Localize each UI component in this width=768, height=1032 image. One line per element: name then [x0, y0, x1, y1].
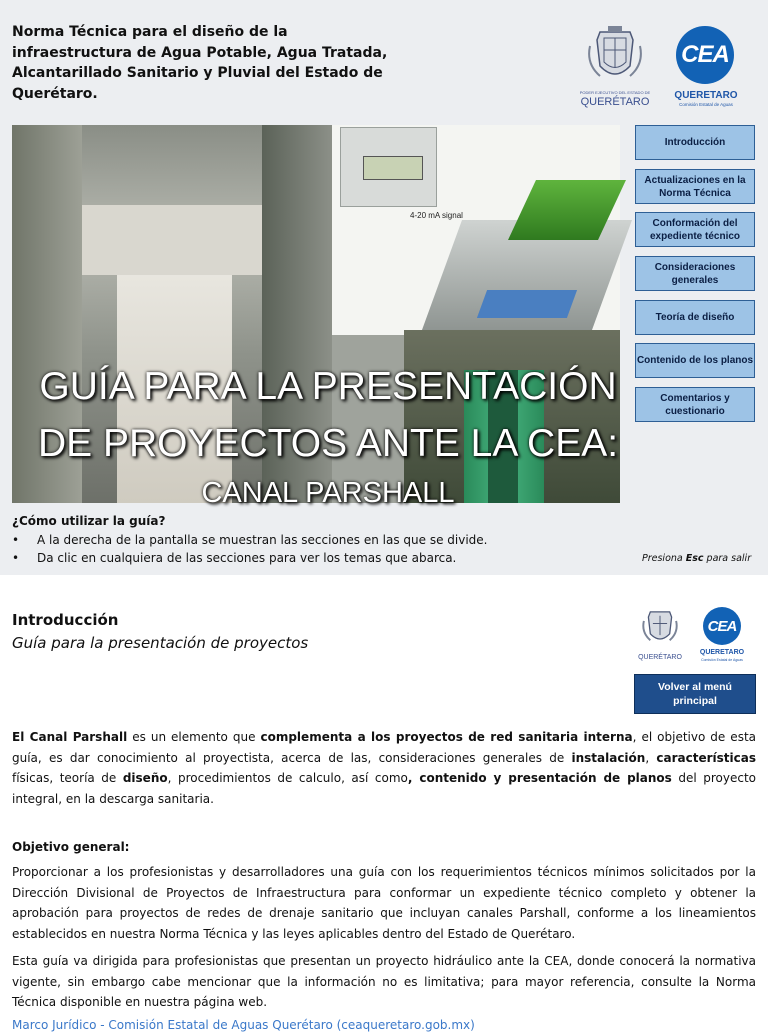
section-subtitle: Guía para la presentación de proyectos [12, 634, 309, 652]
guide-title-line3: CANAL PARSHALL [201, 477, 455, 509]
slide-introduccion [0, 575, 768, 1032]
exit-hint: Presiona Esc para salir [642, 553, 752, 564]
howto-item: • A la derecha de la pantalla se muestran las secciones en las que se divide. [12, 531, 487, 549]
intro-segment: es un elemento que [127, 730, 261, 744]
queretaro-state-logo [578, 26, 652, 112]
howto-heading: ¿Cómo utilizar la guía? [12, 514, 166, 528]
intro-segment: características [656, 750, 756, 765]
howto-list [12, 531, 487, 567]
nav-expediente-button[interactable]: Conformación del expediente técnico [635, 212, 755, 247]
howto-item: • Da clic en cualquiera de las secciones para ver los temas que abarca. [12, 549, 487, 567]
flow-meter-icon [340, 127, 437, 207]
guide-title-line1: GUÍA PARA LA PRESENTACIÓN [39, 365, 617, 408]
intro-segment: , contenido y presentación de planos [407, 771, 672, 785]
intro-segment: , [645, 750, 657, 765]
intro-segment: , el objetivo de esta guía, es dar conocimiento al proyectista, acerca de las, consideraciones generales de [12, 730, 757, 765]
cea-logo-subtitle: QUERETARO [674, 90, 738, 101]
state-name: QUERÉTARO [580, 96, 650, 108]
cea-logo-subtitle: QUERETARO [699, 649, 745, 656]
intro-segment: , procedimientos de calculo, así como [167, 771, 408, 785]
nav-comentarios-button[interactable]: Comentarios y cuestionario [635, 387, 755, 422]
state-name: QUERÉTARO [638, 654, 682, 661]
intro-paragraph [12, 727, 756, 809]
intro-segment: complementa a los proyectos de red sanitaria interna [260, 730, 633, 744]
nav-planos-button[interactable]: Contenido de los planos [635, 343, 755, 378]
intro-segment: El Canal Parshall [12, 730, 128, 744]
cea-logo-mark: CEA [676, 26, 734, 84]
queretaro-state-logo-small [636, 608, 684, 664]
section-title: Introducción [12, 611, 119, 629]
intro-segment: instalación [571, 750, 646, 765]
guide-title-line2: DE PROYECTOS ANTE LA CEA: [37, 422, 619, 465]
objective-heading: Objetivo general: [12, 840, 130, 854]
nav-introduccion-button[interactable]: Introducción [635, 125, 755, 160]
nav-teoria-button[interactable]: Teoría de diseño [635, 300, 755, 335]
intro-segment: físicas, teoría de [12, 771, 123, 785]
nav-consideraciones-button[interactable]: Consideraciones generales [635, 256, 755, 291]
cea-logo-mark: CEA [703, 607, 741, 645]
nav-actualizaciones-button[interactable]: Actualizaciones en la Norma Técnica [635, 169, 755, 204]
document-title: Norma Técnica para el diseño de la infraestructura de Agua Potable, Agua Tratada, Alcantarillado Sanitario y Pluvial del Estado de Querétaro. [12, 24, 388, 102]
signal-label: 4-20 mA signal [410, 211, 463, 220]
objective-paragraph: Proporcionar a los profesionistas y desarrolladores una guía con los requerimientos técnicos mínimos solicitados por la Dirección Divisional de Proyectos de Infraestructura para conformar un expediente técnico completo y obtener la aprobación para proyectos de redes de drenaje sanitario que incluyan canales Parshall, conforme a los lineamientos establecidos en nuestra Norma Técnica y las leyes aplicables dentro del Estado de Querétaro. [12, 865, 756, 941]
cea-logo-small [698, 607, 746, 665]
coat-of-arms-icon [578, 26, 652, 88]
back-to-menu-button[interactable]: Volver al menú principal [634, 674, 756, 714]
intro-segment: diseño [122, 771, 168, 785]
cea-logo [670, 26, 742, 112]
cea-logo-tagline: Comisión Estatal de Aguas [701, 658, 743, 662]
cea-logo-tagline: Comisión Estatal de Aguas [679, 102, 733, 107]
state-subtitle: PODER EJECUTIVO DEL ESTADO DE [579, 90, 651, 95]
parshall-photo-collage [12, 125, 620, 509]
legal-framework-link[interactable]: Marco Jurídico - Comisión Estatal de Aguas Querétaro (ceaqueretaro.gob.mx) [12, 1018, 475, 1032]
intro-segment: del proyecto integral, en la descarga sanitaria. [12, 771, 756, 806]
coat-of-arms-icon [636, 608, 684, 648]
audience-paragraph: Esta guía va dirigida para profesionistas que presentan un proyecto hidráulico ante la CEA, donde conocerá la normativa vigente, sin embargo cabe mencionar que la información no es limitativa; para mayor referencia, consulte la Norma Técnica disponible en nuestra página web. [12, 954, 756, 1009]
